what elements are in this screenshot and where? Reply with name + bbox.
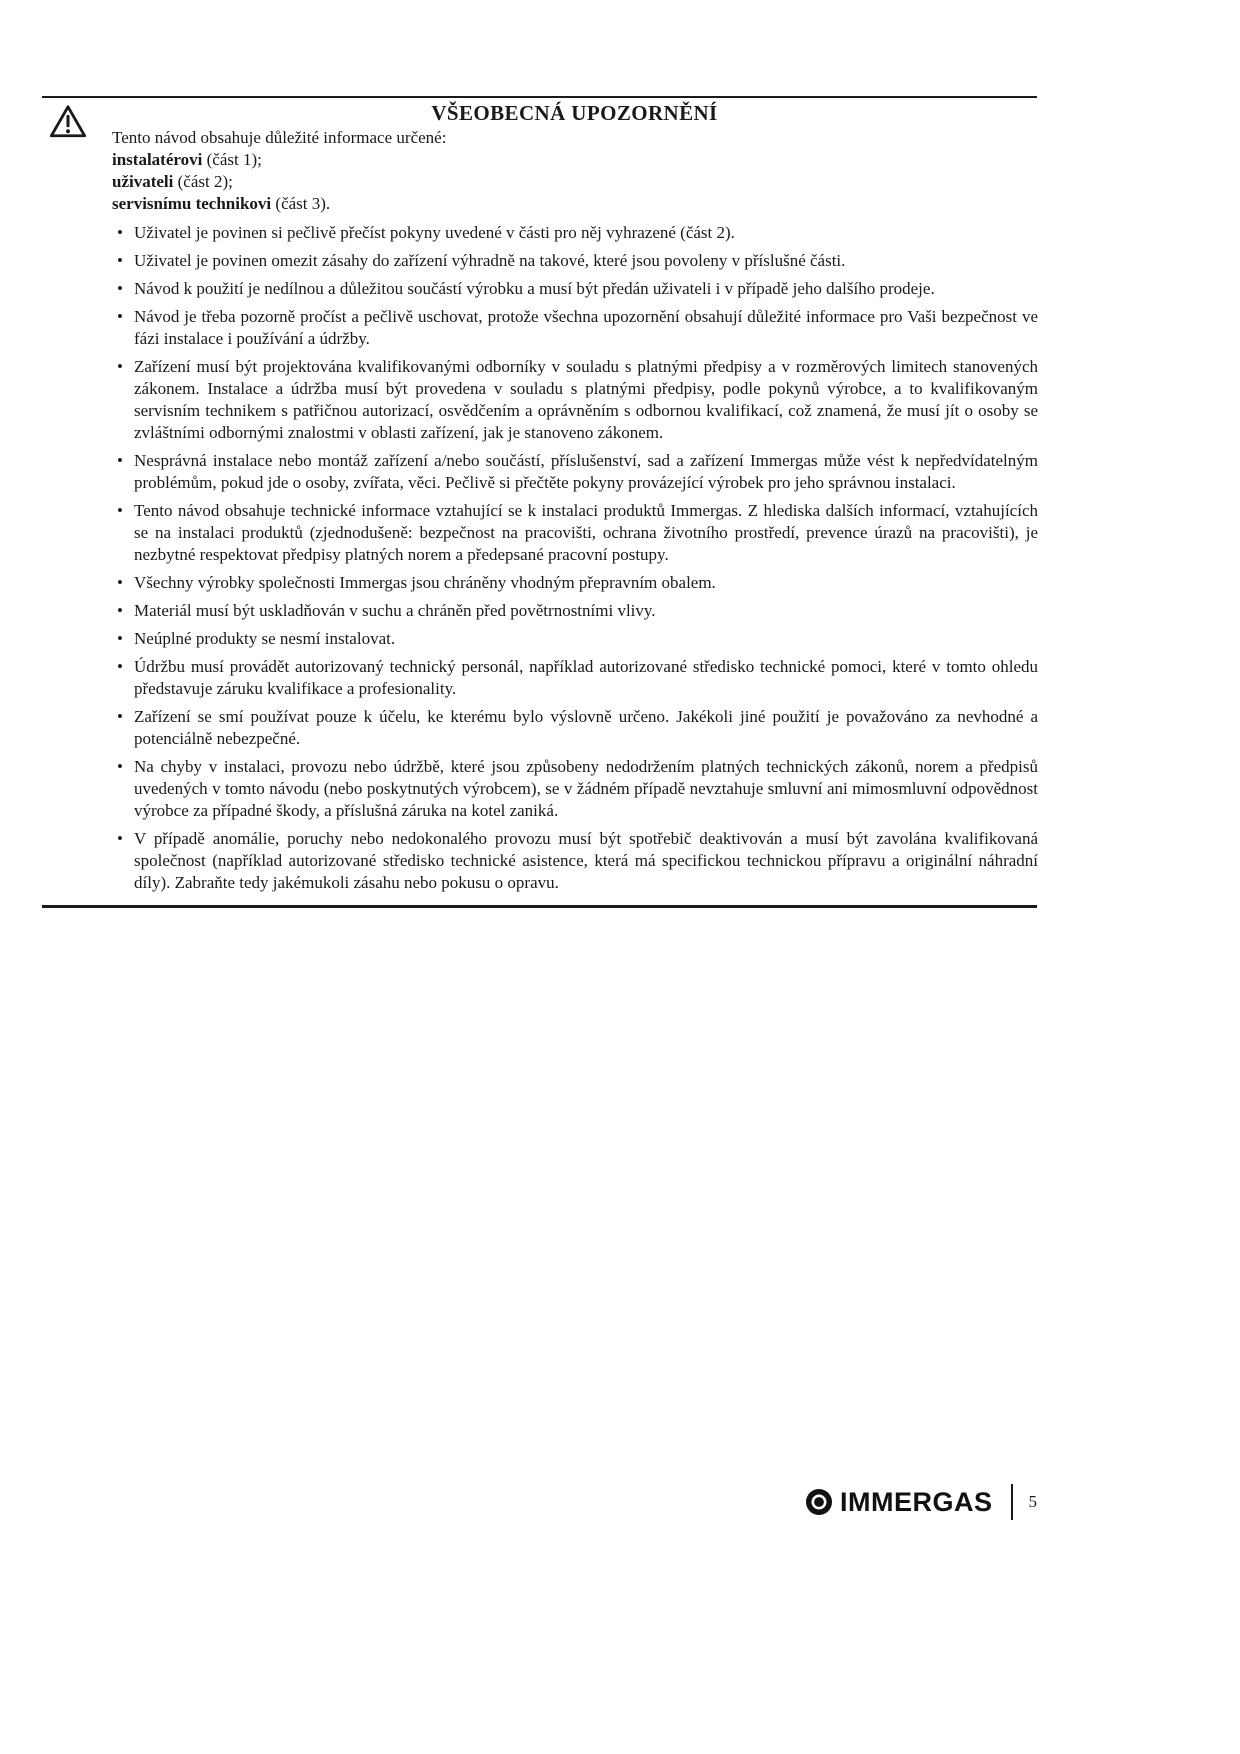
warning-icon xyxy=(49,104,87,139)
audience-line xyxy=(112,193,1038,215)
audience-line xyxy=(112,149,1038,171)
bullet-item: • Návod k použití je nedílnou a důležitou součástí výrobku a musí být předán uživateli i v případě jeho dalšího prodeje. xyxy=(112,278,1038,300)
bullet-item: • Údržbu musí provádět autorizovaný technický personál, například autorizované středisko technické pomoci, které v tomto ohledu představuje záruku kvalifikace a profesionality. xyxy=(112,656,1038,700)
audience-line xyxy=(112,171,1038,193)
immergas-logo-icon xyxy=(805,1488,833,1516)
page-footer xyxy=(805,1484,1037,1520)
bullet-item: • Na chyby v instalaci, provozu nebo údržbě, které jsou způsobeny nedodržením platných technických zákonů, norem a předpisů uvedených v tomto návodu (nebo poskytnutých výrobcem), se v žádném případě nevztahuje smluvní ani mimosmluvní odpovědnost výrobce za případné škody, a příslušná záruka na kotel zaniká. xyxy=(112,756,1038,822)
audience-bold: instalatérovi xyxy=(112,150,203,169)
bullet-item: • Tento návod obsahuje technické informace vztahující se k instalaci produktů Immergas. Z hlediska dalších informací, vztahujících se na instalaci produktů (zjednodušeně: bezpečnost na pracovišti, ochrana životního prostředí, prevence úrazů na pracovišti), je nezbytné respektovat předpisy platných norem a předepsané pracovní postupy. xyxy=(112,500,1038,566)
bottom-rule xyxy=(42,905,1037,908)
intro-block xyxy=(112,127,1038,215)
audience-rest: (část 1); xyxy=(202,150,262,169)
audience-bold: servisnímu technikovi xyxy=(112,194,272,213)
top-rule xyxy=(42,96,1037,98)
bullet-item: • Uživatel je povinen si pečlivě přečíst pokyny uvedené v části pro něj vyhrazené (část 2). xyxy=(112,222,1038,244)
footer-divider xyxy=(1011,1484,1013,1520)
intro-line: Tento návod obsahuje důležité informace určené: xyxy=(112,128,447,147)
warning-bullet-list xyxy=(112,222,1038,894)
bullet-item: • Neúplné produkty se nesmí instalovat. xyxy=(112,628,1038,650)
bullet-item: • V případě anomálie, poruchy nebo nedokonalého provozu musí být spotřebič deaktivován a musí být zavolána kvalifikovaná společnost (například autorizované středisko technické asistence, která má specifickou technickou přípravu a originální náhradní díly). Zabraňte tedy jakémukoli zásahu nebo pokusu o opravu. xyxy=(112,828,1038,894)
brand-name: IMMERGAS xyxy=(840,1486,993,1517)
page-title: VŠEOBECNÁ UPOZORNĚNÍ xyxy=(431,101,718,125)
bullet-item: • Návod je třeba pozorně pročíst a pečlivě uschovat, protože všechna upozornění obsahují důležité informace pro Vaši bezpečnost ve fázi instalace i používání a údržby. xyxy=(112,306,1038,350)
page-number: 5 xyxy=(1028,1492,1037,1511)
brand-logo xyxy=(805,1487,993,1518)
bullet-item: • Zařízení se smí používat pouze k účelu, ke kterému bylo výslovně určeno. Jakékoli jiné použití je považováno za nevhodné a potenciálně nebezpečné. xyxy=(112,706,1038,750)
bullet-item: • Materiál musí být uskladňován v suchu a chráněn před povětrnostními vlivy. xyxy=(112,600,1038,622)
audience-bold: uživateli xyxy=(112,172,174,191)
audience-rest: (část 2); xyxy=(173,172,233,191)
bullet-item: • Zařízení musí být projektována kvalifikovanými odborníky v souladu s platnými předpisy a v rozměrových limitech stanovených zákonem. Instalace a údržba musí být provedena v souladu s platnými předpisy, podle pokynů výrobce, a to kvalifikovaným servisním technikem s patřičnou autorizací, osvědčením a oprávněním s odbornou kvalifikací, což znamená, že musí jít o osoby se zvláštními odbornými znalostmi v oblasti zařízení, jak je stanoveno zákonem. xyxy=(112,356,1038,444)
bullet-item: • Všechny výrobky společnosti Immergas jsou chráněny vhodným přepravním obalem. xyxy=(112,572,1038,594)
bullet-item: • Nesprávná instalace nebo montáž zařízení a/nebo součástí, příslušenství, sad a zařízení Immergas může vést k nepředvídatelným problémům, pokud jde o osoby, zvířata, věci. Pečlivě si přečtěte pokyny provázející výrobek pro jeho správnou instalaci. xyxy=(112,450,1038,494)
content-block xyxy=(112,127,1038,908)
bullet-item: • Uživatel je povinen omezit zásahy do zařízení výhradně na takové, které jsou povoleny v příslušné části. xyxy=(112,250,1038,272)
audience-rest: (část 3). xyxy=(271,194,331,213)
